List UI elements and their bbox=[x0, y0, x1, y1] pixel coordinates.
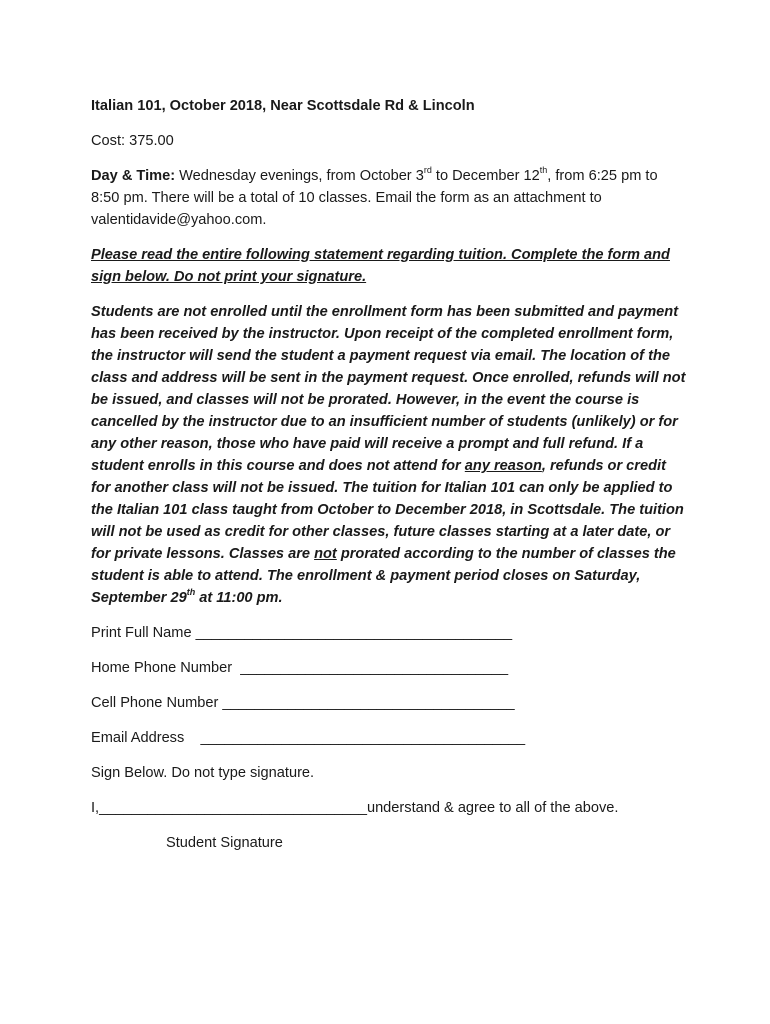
cost-line: Cost: 375.00 bbox=[91, 133, 174, 149]
enrollment-form-document bbox=[91, 95, 686, 867]
agreement-signature-line[interactable]: I,_________________________________understand & agree to all of the above. bbox=[91, 800, 619, 816]
policy-underline-not: not bbox=[314, 546, 337, 562]
tuition-policy-paragraph bbox=[91, 301, 686, 609]
day-time-text-3: , from 6:25 pm to 8:50 pm. There will be a total of 10 classes. Email the form as an attachment to valentidavide@yahoo.com. bbox=[91, 168, 658, 228]
full-name-field[interactable]: Print Full Name _______________________________________ bbox=[91, 625, 513, 641]
policy-sup: th bbox=[186, 587, 196, 598]
home-phone-field[interactable]: Home Phone Number _________________________________ bbox=[91, 660, 509, 676]
day-time-label: Day & Time: bbox=[91, 168, 176, 184]
day-time-text-2: to December 12 bbox=[431, 168, 540, 184]
sign-below-instruction: Sign Below. Do not type signature. bbox=[91, 765, 315, 781]
policy-part-3: prorated according to the number of classes the student is able to attend. The enrollment & payment period closes on Saturday, September 29 bbox=[91, 546, 676, 606]
document-title: Italian 101, October 2018, Near Scottsdale Rd & Lincoln bbox=[91, 98, 475, 114]
policy-part-2: , refunds or credit for another class will not be issued. The tuition for Italian 101 can only be applied to the Italian 101 class taught from October to December 2018, in Scottsdale. The tuition will not be used as credit for other classes, future classes starting at a later date, or for private lessons. Classes are bbox=[91, 458, 684, 562]
policy-underline-any-reason: any reason bbox=[464, 458, 542, 474]
day-time-sup-2: th bbox=[539, 165, 548, 176]
day-time-sup-1: rd bbox=[423, 165, 432, 176]
student-signature-label: Student Signature bbox=[166, 835, 283, 851]
cell-phone-field[interactable]: Cell Phone Number ____________________________________ bbox=[91, 695, 515, 711]
email-address-field[interactable]: Email Address ________________________________________ bbox=[91, 730, 526, 746]
tuition-instruction: Please read the entire following statement regarding tuition. Complete the form and sign below. Do not print your signature. bbox=[91, 247, 670, 285]
day-time-text-1: Wednesday evenings, from October 3 bbox=[175, 168, 424, 184]
policy-part-1: Students are not enrolled until the enrollment form has been submitted and payment has been received by the instructor. Upon receipt of the completed enrollment form, the instructor will send the student a payment request via email. The location of the class and address will be sent in the payment request. Once enrolled, refunds will not be issued, and classes will not be prorated. However, in the event the course is cancelled by the instructor due to an insufficient number of students (unlikely) or for any other reason, those who have paid will receive a prompt and full refund. If a student enrolls in this course and does not attend for bbox=[91, 304, 686, 474]
day-time-paragraph bbox=[91, 165, 686, 231]
policy-part-4: at 11:00 pm. bbox=[195, 590, 283, 606]
